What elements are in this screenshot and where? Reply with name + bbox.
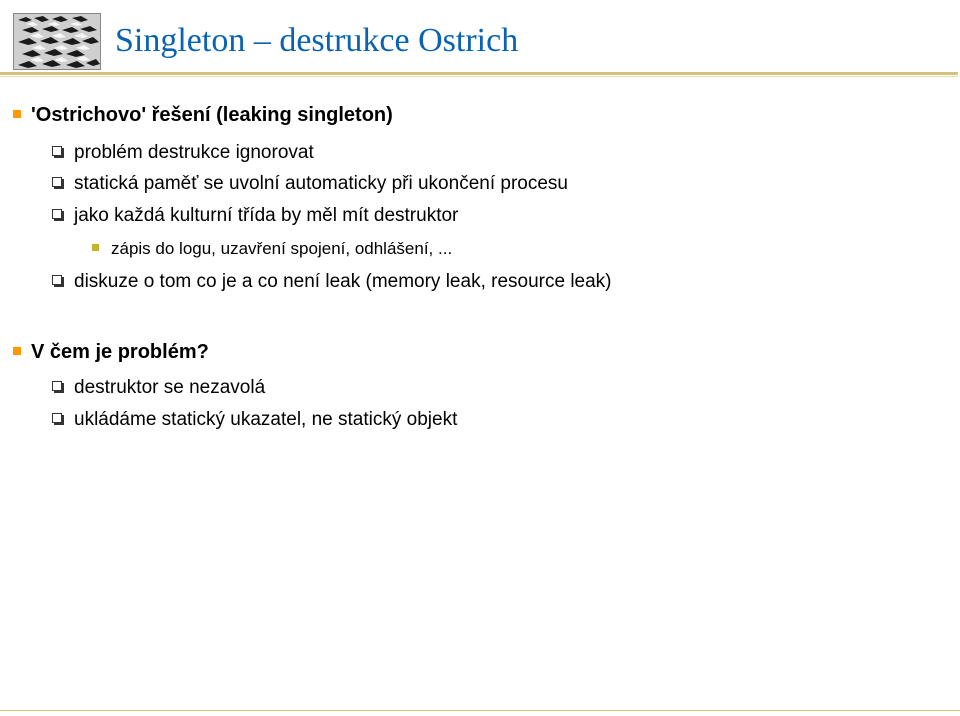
section-heading <box>13 342 209 362</box>
list-item-text: ukládáme statický ukazatel, ne statický objekt <box>74 409 458 430</box>
list-item <box>52 272 612 291</box>
checkbox-bullet-icon <box>52 275 62 285</box>
list-item <box>52 174 568 193</box>
sub-list-item <box>92 240 452 257</box>
slide-title: Singleton – destrukce Ostrich <box>115 22 519 59</box>
list-item <box>52 410 457 429</box>
list-item-text: diskuze o tom co je a co není leak (memory leak, resource leak) <box>74 271 612 292</box>
list-item-text: destruktor se nezavolá <box>74 377 266 398</box>
list-item <box>52 206 458 225</box>
sub-list-item-text: zápis do logu, uzavření spojení, odhlášení, ... <box>111 239 453 258</box>
footer-divider <box>0 710 960 711</box>
list-item-text: jako každá kulturní třída by měl mít destruktor <box>74 205 459 226</box>
escher-birds-pattern-icon <box>13 13 101 70</box>
checkbox-bullet-icon <box>52 413 62 423</box>
list-item-text: problém destrukce ignorovat <box>74 142 314 163</box>
checkbox-bullet-icon <box>52 381 62 391</box>
logo-graphic <box>14 14 100 69</box>
checkbox-bullet-icon <box>52 177 62 187</box>
section-heading <box>13 105 393 125</box>
checkbox-bullet-icon <box>52 209 62 219</box>
list-item <box>52 143 314 162</box>
title-divider <box>0 72 958 75</box>
section-heading-text: V čem je problém? <box>31 341 209 363</box>
title-divider-thin <box>0 76 958 77</box>
square-bullet-icon <box>92 244 99 251</box>
checkbox-bullet-icon <box>52 146 62 156</box>
square-bullet-icon <box>13 110 21 118</box>
section-heading-text: 'Ostrichovo' řešení (leaking singleton) <box>31 104 393 126</box>
list-item-text: statická paměť se uvolní automaticky při ukončení procesu <box>74 173 568 194</box>
list-item <box>52 378 265 397</box>
square-bullet-icon <box>13 347 21 355</box>
